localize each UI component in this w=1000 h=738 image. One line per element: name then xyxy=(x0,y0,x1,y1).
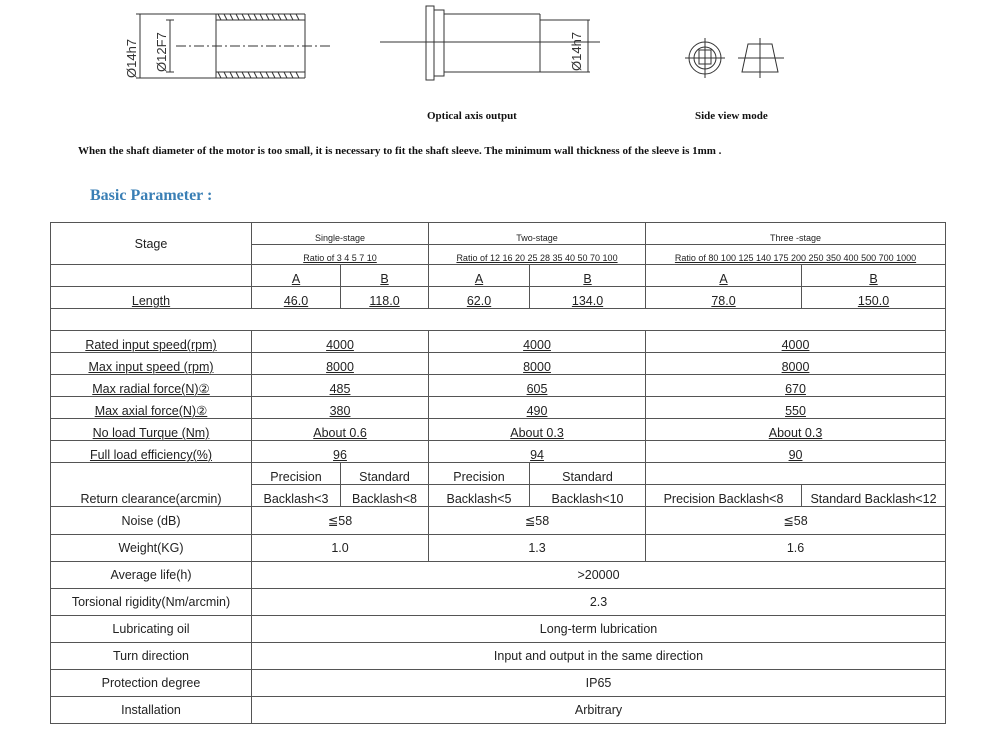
variant-cell: A xyxy=(429,265,530,287)
variant-cell: A xyxy=(252,265,341,287)
row-label: Turn direction xyxy=(51,643,252,670)
common-row xyxy=(51,562,946,589)
row-label: Torsional rigidity(Nm/arcmin) xyxy=(51,589,252,616)
parameter-table-wrap xyxy=(50,222,946,728)
weight-value: 1.3 xyxy=(429,535,646,562)
common-value: Arbitrary xyxy=(252,697,946,724)
side-view-caption: Side view mode xyxy=(695,110,768,122)
shaft-sleeve-note: When the shaft diameter of the motor is too small, it is necessary to fit the shaft sleeve. The minimum wall thickness of the sleeve is 1mm . xyxy=(78,145,722,157)
param-value: 4000 xyxy=(429,331,646,353)
param-row xyxy=(51,353,946,375)
section-title: Basic Parameter : xyxy=(90,187,213,204)
variant-cell: B xyxy=(530,265,646,287)
param-value: 8000 xyxy=(252,353,429,375)
param-value: 4000 xyxy=(252,331,429,353)
variant-cell: B xyxy=(802,265,946,287)
row-label: Rated input speed(rpm) xyxy=(51,331,252,353)
backlash-value: Precision Backlash<8 xyxy=(646,485,802,507)
backlash-value: Backlash<5 xyxy=(429,485,530,507)
common-value: Input and output in the same direction xyxy=(252,643,946,670)
param-row xyxy=(51,441,946,463)
length-value: 46.0 xyxy=(252,287,341,309)
param-value: 4000 xyxy=(646,331,946,353)
row-label: Max radial force(N)② xyxy=(51,375,252,397)
row-label: Weight(KG) xyxy=(51,535,252,562)
stage-name-2: Two-stage xyxy=(429,223,646,245)
sleeve-outer-dim: Ø14h7 xyxy=(124,38,139,78)
param-value: 380 xyxy=(252,397,429,419)
stage-ratio-2: Ratio of 12 16 20 25 28 35 40 50 70 100 xyxy=(429,245,646,265)
parameter-table xyxy=(50,222,946,724)
common-row xyxy=(51,643,946,670)
variant-spacer xyxy=(51,265,252,287)
param-value: 94 xyxy=(429,441,646,463)
row-label: Lubricating oil xyxy=(51,616,252,643)
common-row xyxy=(51,616,946,643)
optical-axis-caption: Optical axis output xyxy=(427,110,517,122)
param-value: About 0.3 xyxy=(646,419,946,441)
param-value: 670 xyxy=(646,375,946,397)
blank-cell xyxy=(51,309,946,331)
param-row xyxy=(51,419,946,441)
row-label: Return clearance(arcmin) xyxy=(51,463,252,507)
param-value: 485 xyxy=(252,375,429,397)
stage-name-1: Single-stage xyxy=(252,223,429,245)
standard-label: Standard xyxy=(530,463,646,485)
common-value: IP65 xyxy=(252,670,946,697)
optical-axis-drawing xyxy=(380,6,600,80)
param-row xyxy=(51,331,946,353)
backlash-value: Standard Backlash<12 xyxy=(802,485,946,507)
stage-ratio-3: Ratio of 80 100 125 140 175 200 250 350 400 500 700 1000 xyxy=(646,245,946,265)
blank-row xyxy=(51,309,946,331)
param-value: 96 xyxy=(252,441,429,463)
param-value: 490 xyxy=(429,397,646,419)
shaft-dim: Ø14h7 xyxy=(569,31,584,71)
common-row xyxy=(51,697,946,724)
noise-row xyxy=(51,507,946,535)
length-value: 134.0 xyxy=(530,287,646,309)
length-row xyxy=(51,287,946,309)
stage-name-3: Three -stage xyxy=(646,223,946,245)
standard-label: Standard xyxy=(341,463,429,485)
backlash-value: Backlash<3 xyxy=(252,485,341,507)
weight-row xyxy=(51,535,946,562)
param-value: 605 xyxy=(429,375,646,397)
length-value: 118.0 xyxy=(341,287,429,309)
param-value: 8000 xyxy=(646,353,946,375)
precision-label: Precision xyxy=(252,463,341,485)
row-label: Noise (dB) xyxy=(51,507,252,535)
param-row xyxy=(51,397,946,419)
common-value: Long-term lubrication xyxy=(252,616,946,643)
param-value: 8000 xyxy=(429,353,646,375)
row-label: Protection degree xyxy=(51,670,252,697)
weight-value: 1.6 xyxy=(646,535,946,562)
length-value: 62.0 xyxy=(429,287,530,309)
param-value: About 0.6 xyxy=(252,419,429,441)
variant-row xyxy=(51,265,946,287)
backlash-value: Backlash<8 xyxy=(341,485,429,507)
precision-label: Precision xyxy=(429,463,530,485)
row-label: Max input speed (rpm) xyxy=(51,353,252,375)
sleeve-inner-dim: Ø12F7 xyxy=(154,32,169,72)
param-value: 90 xyxy=(646,441,946,463)
return-clearance-top-row xyxy=(51,463,946,485)
stage-label: Stage xyxy=(51,223,252,265)
row-label: Max axial force(N)② xyxy=(51,397,252,419)
row-label: No load Turque (Nm) xyxy=(51,419,252,441)
noise-value: ≦58 xyxy=(646,507,946,535)
param-value: About 0.3 xyxy=(429,419,646,441)
row-label: Length xyxy=(51,287,252,309)
length-value: 78.0 xyxy=(646,287,802,309)
common-value: 2.3 xyxy=(252,589,946,616)
length-value: 150.0 xyxy=(802,287,946,309)
stage-ratio-1: Ratio of 3 4 5 7 10 xyxy=(252,245,429,265)
row-label: Average life(h) xyxy=(51,562,252,589)
side-view-drawing xyxy=(685,38,784,78)
param-row xyxy=(51,375,946,397)
technical-drawings xyxy=(0,0,1000,110)
row-label: Full load efficiency(%) xyxy=(51,441,252,463)
weight-value: 1.0 xyxy=(252,535,429,562)
variant-cell: A xyxy=(646,265,802,287)
param-value: 550 xyxy=(646,397,946,419)
common-value: >20000 xyxy=(252,562,946,589)
noise-value: ≦58 xyxy=(252,507,429,535)
variant-cell: B xyxy=(341,265,429,287)
three-stage-clearance-spacer xyxy=(646,463,946,485)
stage-row xyxy=(51,223,946,245)
common-row xyxy=(51,670,946,697)
backlash-value: Backlash<10 xyxy=(530,485,646,507)
common-row xyxy=(51,589,946,616)
row-label: Installation xyxy=(51,697,252,724)
noise-value: ≦58 xyxy=(429,507,646,535)
